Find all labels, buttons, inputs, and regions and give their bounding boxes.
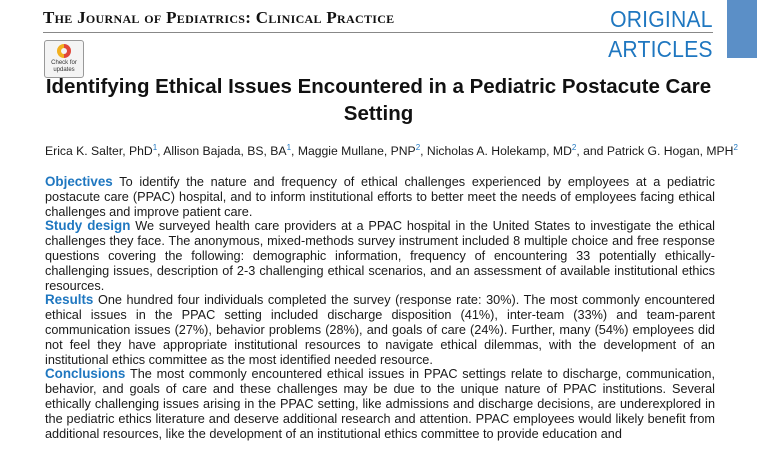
section-label [608,4,713,64]
author-separator: , [291,144,298,159]
affiliation-link[interactable]: 2 [571,143,577,152]
badge-text [45,60,83,73]
side-tab [727,0,757,58]
affiliation-link[interactable]: 2 [733,143,738,152]
abstract-study-design [45,219,715,293]
author-name: Maggie Mullane, PNP [297,144,416,159]
study-design-heading: Study design [45,218,131,234]
affiliation-link[interactable]: 2 [415,143,421,152]
objectives-text: To identify the nature and frequency of ethical challenges experienced by employees at a pediatric postacute care (PPAC) hospital, and to inform institutional efforts to better meet the needs of employees facing ethical challenges and improve patient care. [45,175,715,219]
author-separator: , and [576,144,607,159]
badge-line1: Check for [51,60,77,66]
author-name: Nicholas A. Holekamp, MD [426,144,572,159]
article-title [0,73,757,127]
author-name: Erica K. Salter, PhD [45,144,153,159]
conclusions-text: The most commonly encountered ethical issues in PPAC settings relate to discharge, communication, behavior, and goals of care and these challenges may be due to the unique nature of PPAC institutions. Several ethically challenging issues arising in the PPAC setting, like admissions and discharge decisions, are underexplored in the pediatric ethics literature and deserve additional research and attention. PPAC employees would likely benefit from additional resources, like the development of an institutional ethics committee to provide education and [45,367,715,441]
results-heading: Results [45,292,94,308]
results-text: One hundred four individuals completed the survey (response rate: 30%). The most commonly encountered ethical issues in the PPAC setting included discharge disposition (41%), inter-team (33%) and team-parent communication issues (27%), behavior problems (28%), and goals of care (24%). Further, many (54%) employees did not feel they have appropriate institutional resources to navigate ethical dilemmas, with the development of an institutional ethics committee as the most identified needed resource. [45,293,715,367]
author [163,144,298,158]
badge-line2: updates [53,66,75,73]
check-for-updates-icon [57,44,71,58]
section-label-line2: ARTICLES [608,36,713,62]
author-name: Allison Bajada, BS, BA [163,144,287,159]
objectives-heading: Objectives [45,174,113,189]
author [607,144,738,158]
author-separator: , [420,144,427,159]
journal-name: The Journal of Pediatrics: Clinical Practice [43,8,395,27]
title-line1: Identifying Ethical Issues Encountered in a Pediatric Postacute Care [45,75,712,98]
author-separator: , [157,144,164,159]
title-line2: Setting [343,102,414,125]
author [298,144,427,158]
author [427,144,607,158]
abstract [45,175,715,441]
author-name: Patrick G. Hogan, MPH [606,144,734,159]
study-design-text: We surveyed health care providers at a PPAC hospital in the United States to investigate the ethical challenges they face. The anonymous, mixed-methods survey instrument included 8 multiple choice and free response questions covering the following: demographic information, frequency of encountering 33 potentially ethically-challenging issues, description of 2-3 challenging ethical scenarios, and an assessment of available institutional ethics resources. [45,219,715,293]
author-list [45,143,738,159]
abstract-conclusions [45,367,715,441]
affiliation-link[interactable]: 1 [152,143,158,152]
section-label-line1: ORIGINAL [610,6,713,32]
abstract-objectives [45,175,715,219]
affiliation-link[interactable]: 1 [286,143,292,152]
conclusions-heading: Conclusions [45,366,126,382]
author [45,144,163,158]
abstract-results [45,293,715,367]
